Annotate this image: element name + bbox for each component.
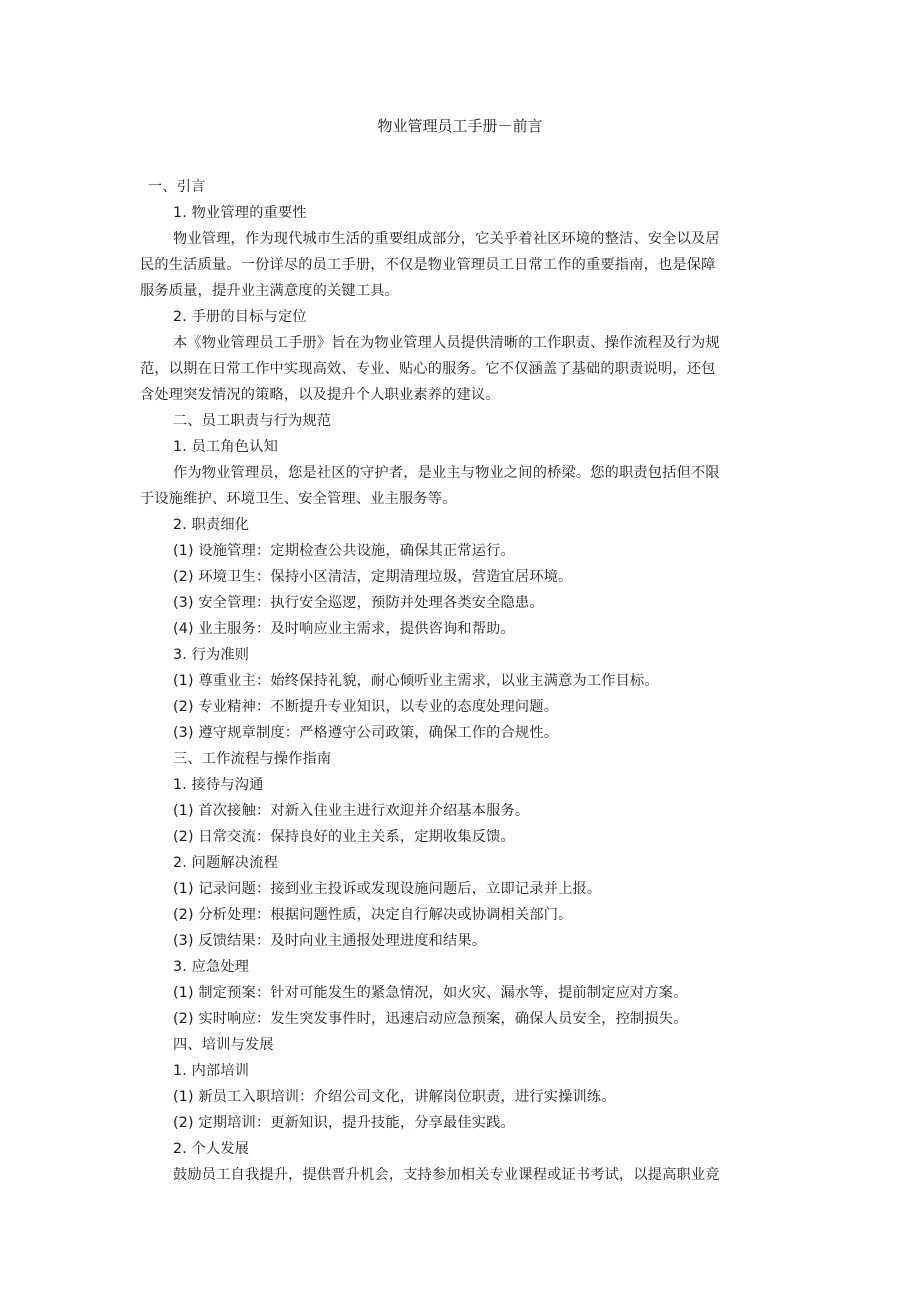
list-item: 四、培训与发展 bbox=[173, 1037, 274, 1053]
list-item: 1. 物业管理的重要性 bbox=[173, 205, 307, 221]
list-item: 三、工作流程与操作指南 bbox=[173, 751, 332, 767]
list-item: 1. 接待与沟通 bbox=[173, 777, 264, 793]
paragraph-line: 民的生活质量。一份详尽的员工手册，不仅是物业管理员工日常工作的重要指南，也是保障 bbox=[140, 257, 716, 273]
list-item: (3) 反馈结果：及时向业主通报处理进度和结果。 bbox=[173, 933, 487, 949]
list-item: (1) 新员工入职培训：介绍公司文化，讲解岗位职责，进行实操训练。 bbox=[173, 1089, 616, 1105]
list-item: (3) 遵守规章制度：严格遵守公司政策，确保工作的合规性。 bbox=[173, 725, 559, 741]
list-item: (2) 定期培训：更新知识，提升技能，分享最佳实践。 bbox=[173, 1115, 515, 1131]
list-item: (1) 首次接触：对新入住业主进行欢迎并介绍基本服务。 bbox=[173, 803, 530, 819]
list-item: 2. 问题解决流程 bbox=[173, 855, 278, 871]
list-item: (2) 环境卫生：保持小区清洁，定期清理垃圾，营造宜居环境。 bbox=[173, 569, 573, 585]
section-heading: 一、引言 bbox=[148, 179, 206, 195]
list-item: 1. 员工角色认知 bbox=[173, 439, 278, 455]
document-body bbox=[140, 174, 780, 1188]
paragraph-line: 鼓励员工自我提升，提供晋升机会，支持参加相关专业课程或证书考试，以提高职业竞 bbox=[173, 1167, 720, 1183]
list-item: (2) 实时响应：发生突发事件时，迅速启动应急预案，确保人员安全，控制损失。 bbox=[173, 1011, 688, 1027]
list-item: (1) 制定预案：针对可能发生的紧急情况，如火灾、漏水等，提前制定应对方案。 bbox=[173, 985, 688, 1001]
list-item: (2) 日常交流：保持良好的业主关系，定期收集反馈。 bbox=[173, 829, 515, 845]
list-item: 2. 职责细化 bbox=[173, 517, 250, 533]
paragraph-line: 本《物业管理员工手册》旨在为物业管理人员提供清晰的工作职责、操作流程及行为规 bbox=[173, 335, 720, 351]
paragraph-line: 于设施维护、环境卫生、安全管理、业主服务等。 bbox=[140, 491, 457, 507]
paragraph-line: 作为物业管理员，您是社区的守护者，是业主与物业之间的桥梁。您的职责包括但不限 bbox=[173, 465, 720, 481]
list-item: 3. 应急处理 bbox=[173, 959, 250, 975]
list-item: (1) 尊重业主：始终保持礼貌，耐心倾听业主需求，以业主满意为工作目标。 bbox=[173, 673, 659, 689]
list-item: (2) 专业精神：不断提升专业知识，以专业的态度处理问题。 bbox=[173, 699, 559, 715]
list-item: (4) 业主服务：及时响应业主需求，提供咨询和帮助。 bbox=[173, 621, 515, 637]
list-item: 2. 个人发展 bbox=[173, 1141, 250, 1157]
paragraph-line: 含处理突发情况的策略，以及提升个人职业素养的建议。 bbox=[140, 387, 500, 403]
document-title: 物业管理员工手册－前言 bbox=[377, 117, 543, 135]
list-item: (3) 安全管理：执行安全巡逻，预防并处理各类安全隐患。 bbox=[173, 595, 544, 611]
list-item: (1) 设施管理：定期检查公共设施，确保其正常运行。 bbox=[173, 543, 515, 559]
list-item: 1. 内部培训 bbox=[173, 1063, 250, 1079]
list-item: 二、员工职责与行为规范 bbox=[173, 413, 332, 429]
list-item: (1) 记录问题：接到业主投诉或发现设施问题后，立即记录并上报。 bbox=[173, 881, 602, 897]
list-item: 3. 行为准则 bbox=[173, 647, 250, 663]
paragraph-line: 服务质量，提升业主满意度的关键工具。 bbox=[140, 283, 399, 299]
paragraph-line: 范，以期在日常工作中实现高效、专业、贴心的服务。它不仅涵盖了基础的职责说明，还包 bbox=[140, 361, 716, 377]
list-item: 2. 手册的目标与定位 bbox=[173, 309, 307, 325]
list-item: (2) 分析处理：根据问题性质，决定自行解决或协调相关部门。 bbox=[173, 907, 573, 923]
paragraph-line: 物业管理，作为现代城市生活的重要组成部分，它关乎着社区环境的整洁、安全以及居 bbox=[173, 231, 720, 247]
